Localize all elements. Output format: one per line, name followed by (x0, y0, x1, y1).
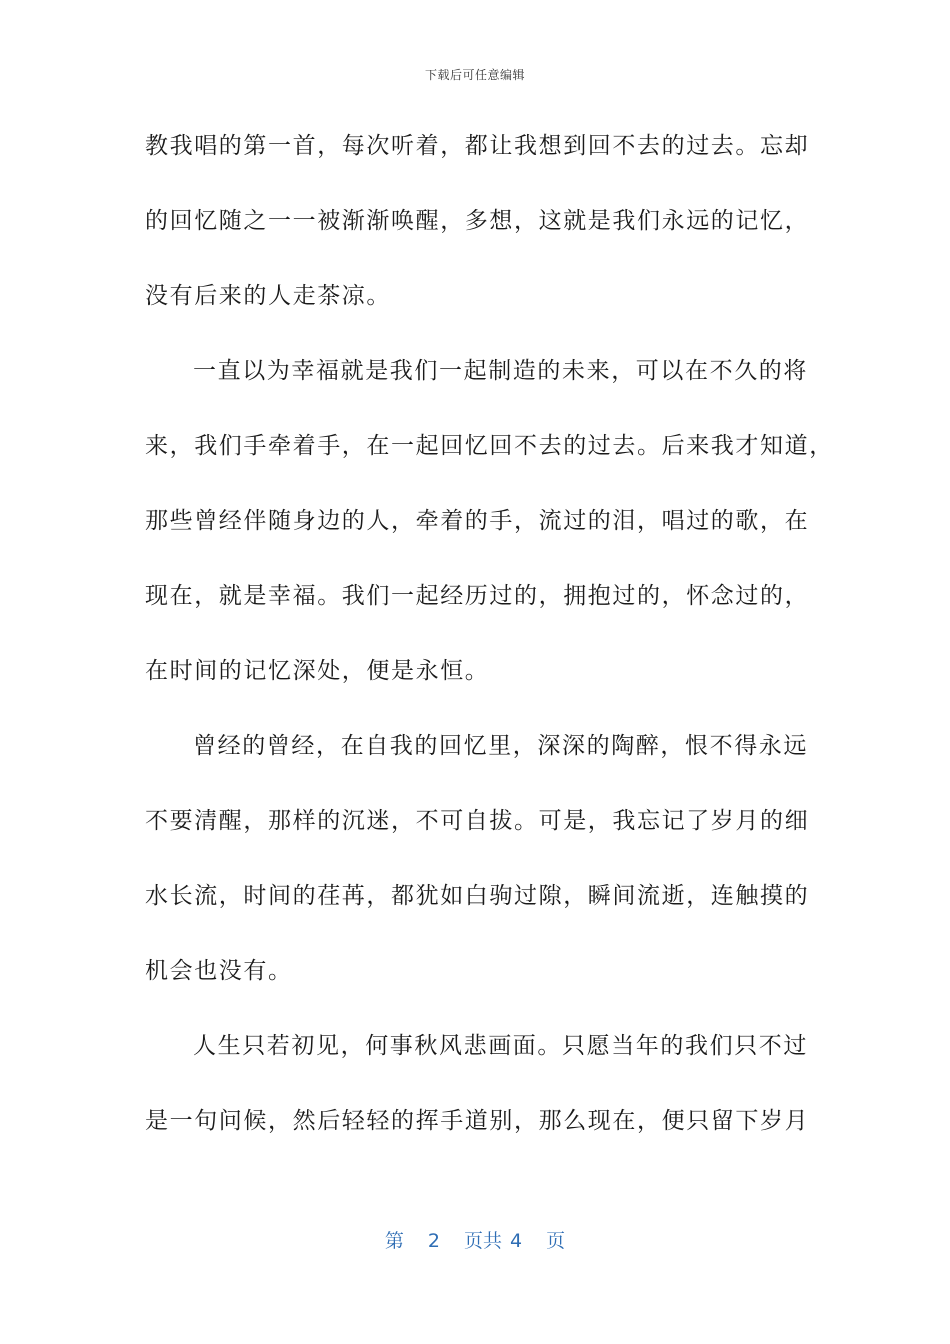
paragraph-line: 一直以为幸福就是我们一起制造的未来，可以在不久的将 (193, 358, 808, 384)
page-header: 下载后可任意编辑 (424, 68, 525, 82)
footer-label-di: 第 (384, 1230, 404, 1252)
paragraph-line: 人生只若初见，何事秋风悲画面。只愿当年的我们只不过 (193, 1033, 808, 1059)
current-page-number: 2 (427, 1230, 440, 1252)
paragraph-line: 不要清醒，那样的沉迷，不可自拔。可是，我忘记了岁月的细 (145, 808, 810, 834)
paragraph-line: 在时间的记忆深处，便是永恒。 (145, 658, 490, 684)
footer-label-ye: 页 (546, 1230, 566, 1252)
paragraph-line: 曾经的曾经，在自我的回忆里，深深的陶醉，恨不得永远 (193, 733, 808, 759)
page-number-footer (0, 1226, 950, 1253)
paragraph-line: 的回忆随之一一被渐渐唤醒，多想，这就是我们永远的记忆， (145, 208, 810, 234)
paragraph-line: 是一句问候，然后轻轻的挥手道别，那么现在，便只留下岁月 (145, 1108, 810, 1134)
paragraph-line: 机会也没有。 (145, 958, 293, 984)
paragraph-line: 教我唱的第一首，每次听着，都让我想到回不去的过去。忘却 (145, 133, 810, 159)
paragraph-line: 那些曾经伴随身边的人，牵着的手，流过的泪，唱过的歌，在 (145, 508, 810, 534)
paragraph-line: 没有后来的人走茶凉。 (145, 283, 391, 309)
paragraph-line: 现在，就是幸福。我们一起经历过的，拥抱过的，怀念过的， (145, 583, 810, 609)
footer-label-ye-gong: 页共 (463, 1230, 502, 1252)
paragraph-line: 水长流，时间的荏苒，都犹如白驹过隙，瞬间流逝，连触摸的 (145, 883, 810, 909)
total-pages-number: 4 (510, 1230, 523, 1252)
paragraph-line: 来，我们手牵着手，在一起回忆回不去的过去。后来我才知道， (145, 433, 834, 459)
